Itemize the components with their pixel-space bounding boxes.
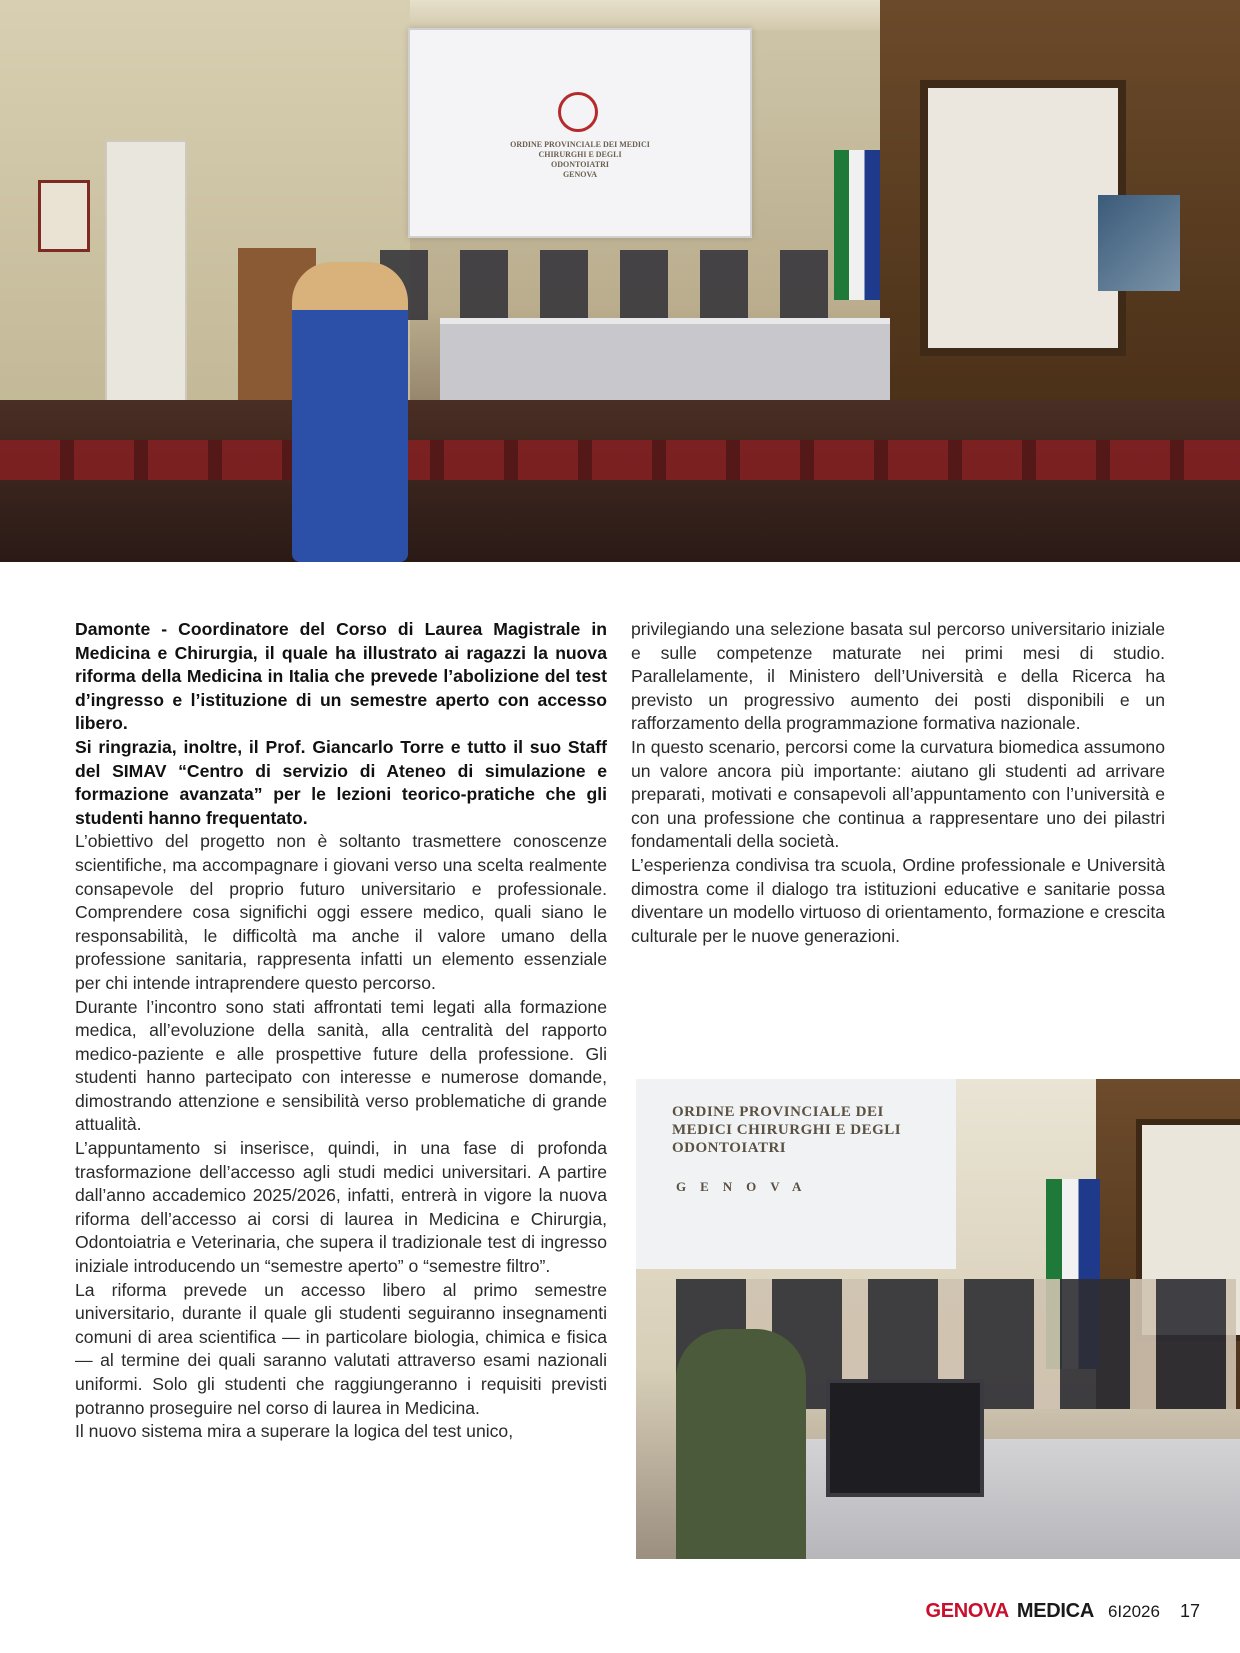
projection-screen [636, 1079, 956, 1269]
magazine-brand-medica: MEDICA [1016, 1600, 1094, 1622]
body-paragraph: In questo scenario, percorsi come la curvatura biomedica assumono un valore ancora più importante: aiutano gli studenti ad arrivare preparati, motivati e consapevoli all’appuntamento con l’università e con una professione che continua a rappresentare uno dei pilastri fondamentali della società. [631, 736, 1165, 852]
framed-picture [38, 180, 90, 252]
body-paragraph: privilegiando una selezione basata sul percorso universitario iniziale e sulle competenze maturate nei primi mesi di studio. Parallelamente, il Ministero dell’Università e della Ricerca ha previsto un progressivo aumento dei posti disponibili e un rafforzamento della programmazione formativa nazionale. [631, 619, 1165, 734]
screen-caption: ORDINE PROVINCIALE DEI MEDICI CHIRURGHI E DEGLI ODONTOIATRI GENOVA [510, 140, 650, 179]
article-left-column [75, 618, 607, 1444]
screen-caption: ORDINE PROVINCIALE DEI MEDICI CHIRURGHI E DEGLI ODONTOIATRI [672, 1104, 902, 1156]
body-paragraph: Il nuovo sistema mira a superare la logica del test unico, [75, 1421, 514, 1442]
window [920, 80, 1126, 356]
body-paragraph: Durante l’incontro sono stati affrontati temi legati alla formazione medica, all’evoluzione della sanità, alla centralità del rapporto medico-paziente e alle prospettive future della professione. Gli studenti hanno partecipato con interesse e numerose domande, dimostrando attenzione e sensibilità verso problematiche di grande attualità. [75, 996, 607, 1135]
door [105, 140, 187, 434]
bold-paragraph: Damonte - Coordinatore del Corso di Laurea Magistrale in Medicina e Chirurgia, il quale ha illustrato ai ragazzi la nuova riforma della Medicina in Italia che prevede l’abolizione del test d’ingresso e l’istituzione di un semestre aperto con accesso libero. [75, 619, 607, 734]
bold-paragraph: Si ringrazia, inoltre, il Prof. Giancarlo Torre e tutto il suo Staff del SIMAV “Centro di servizio di Ateneo di simulazione e formazione avanzata” per le lezioni teorico-pratiche che gli studenti hanno frequentato. [75, 736, 607, 828]
audience-chairs [0, 440, 1240, 480]
magazine-brand-genova: GENOVA [925, 1600, 1009, 1622]
page-number: 17 [1179, 1601, 1200, 1621]
speakers-panel [380, 250, 860, 320]
projection-screen [408, 28, 752, 238]
conference-photo-bottom [636, 1079, 1240, 1559]
wall-poster [1098, 195, 1180, 291]
page-footer [925, 1600, 1200, 1630]
screen-city: GENOVA [676, 1179, 816, 1194]
body-paragraph: L’esperienza condivisa tra scuola, Ordine professionale e Università dimostra come il dialogo tra istituzioni educative e sanitarie possa diventare un modello virtuoso di orientamento, formazione e crescita culturale per le nuove generazioni. [631, 854, 1165, 946]
order-logo-icon [558, 92, 598, 132]
body-paragraph: L’obiettivo del progetto non è soltanto trasmettere conoscenze scientifiche, ma accompagnare i giovani verso una scelta realmente consapevole del proprio futuro universitario e professionale. Comprendere cosa significhi oggi essere medico, quali siano le responsabilità, le difficoltà ma anche il valore umano della professione sanitaria, rappresenta infatti un elemento essenziale per chi intende intraprendere questo percorso. [75, 831, 607, 993]
woman-blue-jacket [292, 262, 408, 562]
man-green-jacket [676, 1329, 806, 1559]
audience [0, 400, 1240, 562]
body-paragraph: La riforma prevede un accesso libero al primo semestre universitario, durante il quale gli studenti seguiranno insegnamenti comuni di area scientifica — in particolare biologia, chimica e fisica — al termine dei quali saranno valutati attraverso esami nazionali uniformi. Solo gli studenti che raggiungeranno i requisiti previsti potranno proseguire nel corso di laurea in Medicina. [75, 1279, 607, 1418]
issue-number: 6I2026 [1107, 1602, 1160, 1621]
body-paragraph: L’appuntamento si inserisce, quindi, in una fase di profonda trasformazione dell’accesso agli studi medici universitari. A partire dall’anno accademico 2025/2026, infatti, entrerà in vigore la nuova riforma dell’accesso ai corsi di laurea in Medicina e Chirurgia, Odontoiatria e Veterinaria, che supera il tradizionale test di ingresso iniziale introducendo un “semestre aperto” o “semestre filtro”. [75, 1138, 607, 1277]
article-right-column [631, 618, 1165, 948]
conference-photo-top [0, 0, 1240, 562]
monitor [826, 1379, 984, 1497]
